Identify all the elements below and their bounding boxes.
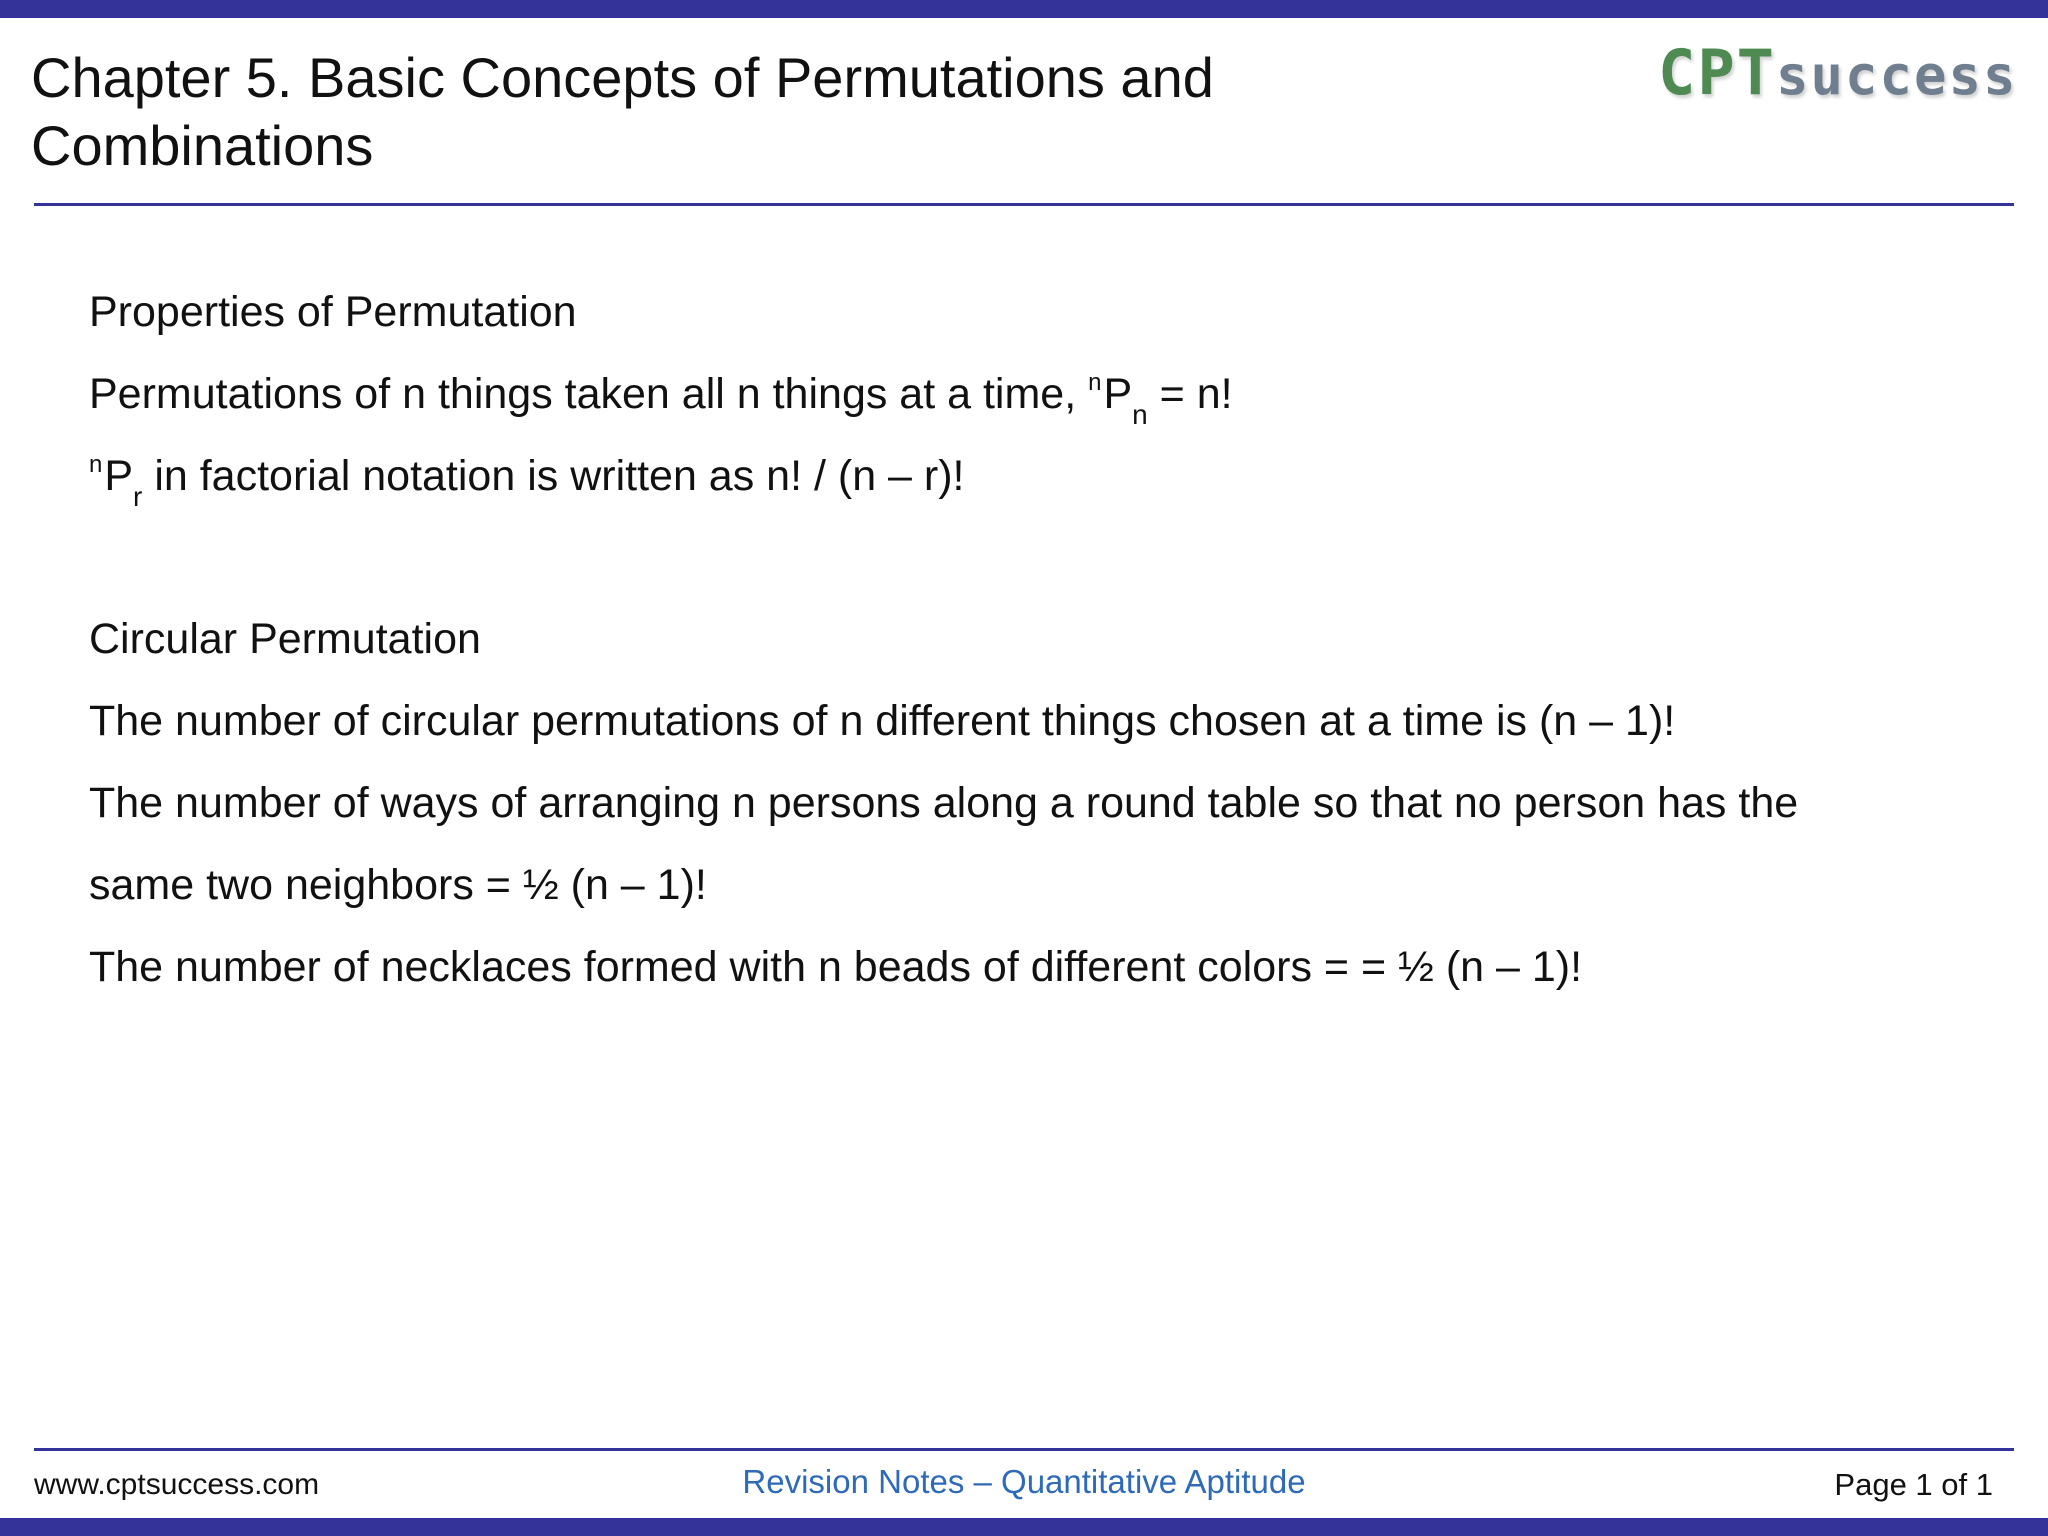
cptsuccess-logo [1658, 38, 2018, 108]
formula-text: Permutations of n things taken all n things at a time, [89, 370, 1089, 418]
bottom-band [0, 1518, 2048, 1536]
round-table-rule-line1: The number of ways of arranging n persons along a round table so that no person has the [89, 779, 1799, 827]
page-number: Page 1 of 1 [1834, 1467, 1993, 1502]
formula-description: in factorial notation is written as n! / (n – r)! [142, 452, 965, 500]
logo-cpt-text: CPT [1658, 36, 1776, 109]
superscript-n: n [89, 451, 103, 478]
subscript-r: r [133, 481, 143, 512]
subscript-n: n [1132, 399, 1148, 430]
permutation-all-n-formula [89, 369, 1233, 430]
circular-permutation-rule: The number of circular permutations of n different things chosen at a time is (n – 1)! [89, 697, 1676, 745]
formula-symbol-p: P [1103, 370, 1133, 418]
top-band [0, 0, 2048, 18]
superscript-n: n [1088, 369, 1102, 396]
npr-factorial-formula [89, 451, 965, 512]
round-table-rule-line2: same two neighbors = ½ (n – 1)! [89, 861, 707, 909]
formula-result: = n! [1147, 370, 1233, 418]
page-title: Chapter 5. Basic Concepts of Permutations and Combinations [31, 46, 1214, 177]
header-divider [34, 203, 2014, 206]
logo-success-text: success [1775, 44, 2018, 107]
necklace-rule: The number of necklaces formed with n beads of different colors = = ½ (n – 1)! [89, 943, 1583, 991]
footer-website-link[interactable]: www.cptsuccess.com [34, 1468, 320, 1501]
footer-document-title: Revision Notes – Quantitative Aptitude [742, 1463, 1306, 1500]
formula-symbol-p: P [104, 452, 134, 500]
section-heading-circular: Circular Permutation [89, 615, 481, 663]
section-heading-properties: Properties of Permutation [89, 288, 577, 336]
footer-divider [34, 1448, 2014, 1451]
